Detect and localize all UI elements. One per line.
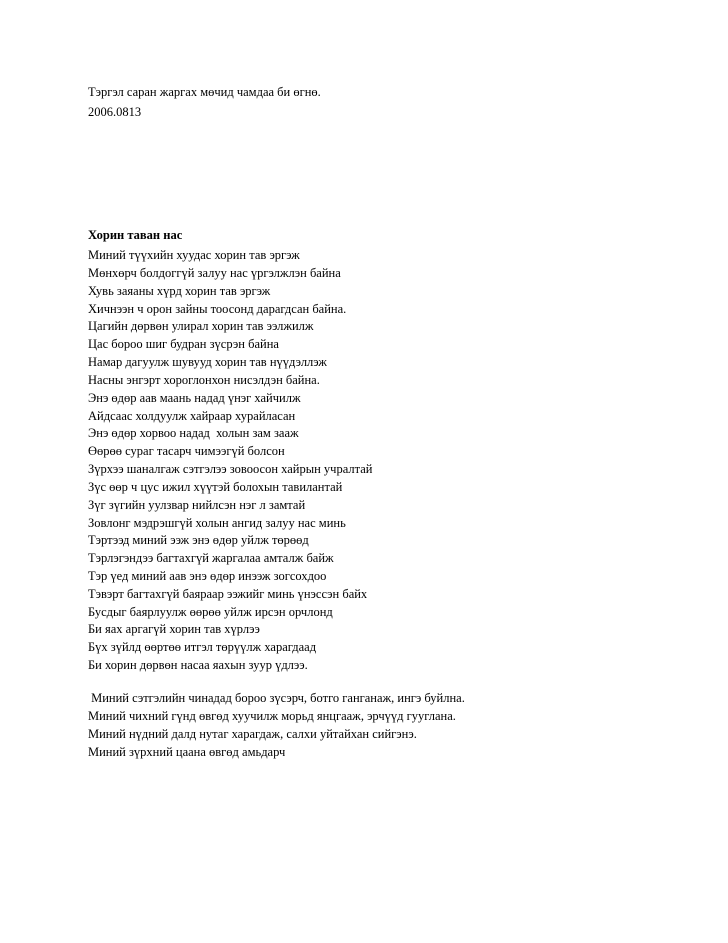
poem-line: Хувь заяаны хүрд хорин тав эргэж (88, 283, 271, 298)
poem-line: Тэр үед миний аав энэ өдөр инээж зогсохдоо (88, 568, 327, 583)
prose-line: Миний сэтгэлийн чинадад бороо зүсэрч, ботго ганганаж, ингэ буйлна. (88, 691, 465, 705)
poem-line: Зүг зүгийн уулзвар нийлсэн нэг л замтай (88, 497, 306, 512)
poem-line: Айдсаас холдуулж хайраар хурайласан (88, 408, 296, 423)
poem-line: Тэвэрт багтахгүй баяраар ээжийг минь үнэссэн байх (88, 586, 368, 601)
poem-line: Миний түүхийн хуудас хорин тав эргэж (88, 248, 300, 262)
prose-line: Миний чихний гүнд өвгөд хуучилж морьд янцгааж, эрчүүд гууглана. (88, 709, 456, 723)
poem-line: Би яах аргагүй хорин тав хүрлээ (88, 622, 260, 637)
prose-line: Миний нүдний далд нутаг харагдаж, салхи уйтайхан сийгэнэ. (88, 727, 417, 741)
poem-line: Зүрхээ шаналгаж сэтгэлээ зовоосон хайрын учралтай (88, 462, 373, 476)
poem-title: Хорин таван нас (88, 228, 183, 242)
poem-line: Намар дагуулж шувууд хорин тав нүүдэллэж (88, 355, 327, 369)
poem-line: Зүс өөр ч цус ижил хүүтэй болохын тавилантай (88, 479, 343, 494)
poem-line: Зовлонг мэдрэшгүй холын ангид залуу нас минь (88, 515, 346, 530)
poem-line: Мөнхөрч болдоггүй залуу нас үргэлжлэн байна (88, 265, 341, 280)
poem-line: Энэ өдөр хорвоо надад холын зам зааж (88, 426, 299, 441)
poem-line: Цагийн дөрвөн улирал хорин тав ээлжилж (88, 319, 314, 334)
poem-line: Тэртээд миний ээж энэ өдөр уйлж төрөөд (88, 533, 309, 548)
prose-line: Миний зүрхний цаана өвгөд амьдарч (88, 745, 286, 759)
poem-line: Хичнээн ч орон зайны тоосонд дарагдсан байна. (88, 301, 347, 316)
poem-line: Энэ өдөр аав маань надад үнэг хайчилж (88, 390, 301, 405)
poem-line: Цас бороо шиг будран зүсрэн байна (88, 337, 279, 352)
date-line: 2006.0813 (88, 105, 142, 119)
poem-line: Өөрөө сураг тасарч чимээгүй болсон (88, 444, 285, 459)
poem-line: Би хорин дөрвөн насаа яахын зуур үдлээ. (88, 658, 308, 673)
dedication-line: Тэргэл саран жаргах мөчид чамдаа би өгнө. (88, 85, 321, 99)
poem-line: Бүх зүйлд өөртөө итгэл төрүүлж харагдаад (88, 640, 317, 655)
poem-line: Насны энгэрт хороглонхон нисэлдэн байна. (88, 372, 320, 387)
poem-line: Бусдыг баярлуулж өөрөө уйлж ирсэн орчлонд (88, 604, 333, 619)
poem-line: Тэрлэгэндээ багтахгүй жаргалаа амталж байж (88, 551, 334, 566)
